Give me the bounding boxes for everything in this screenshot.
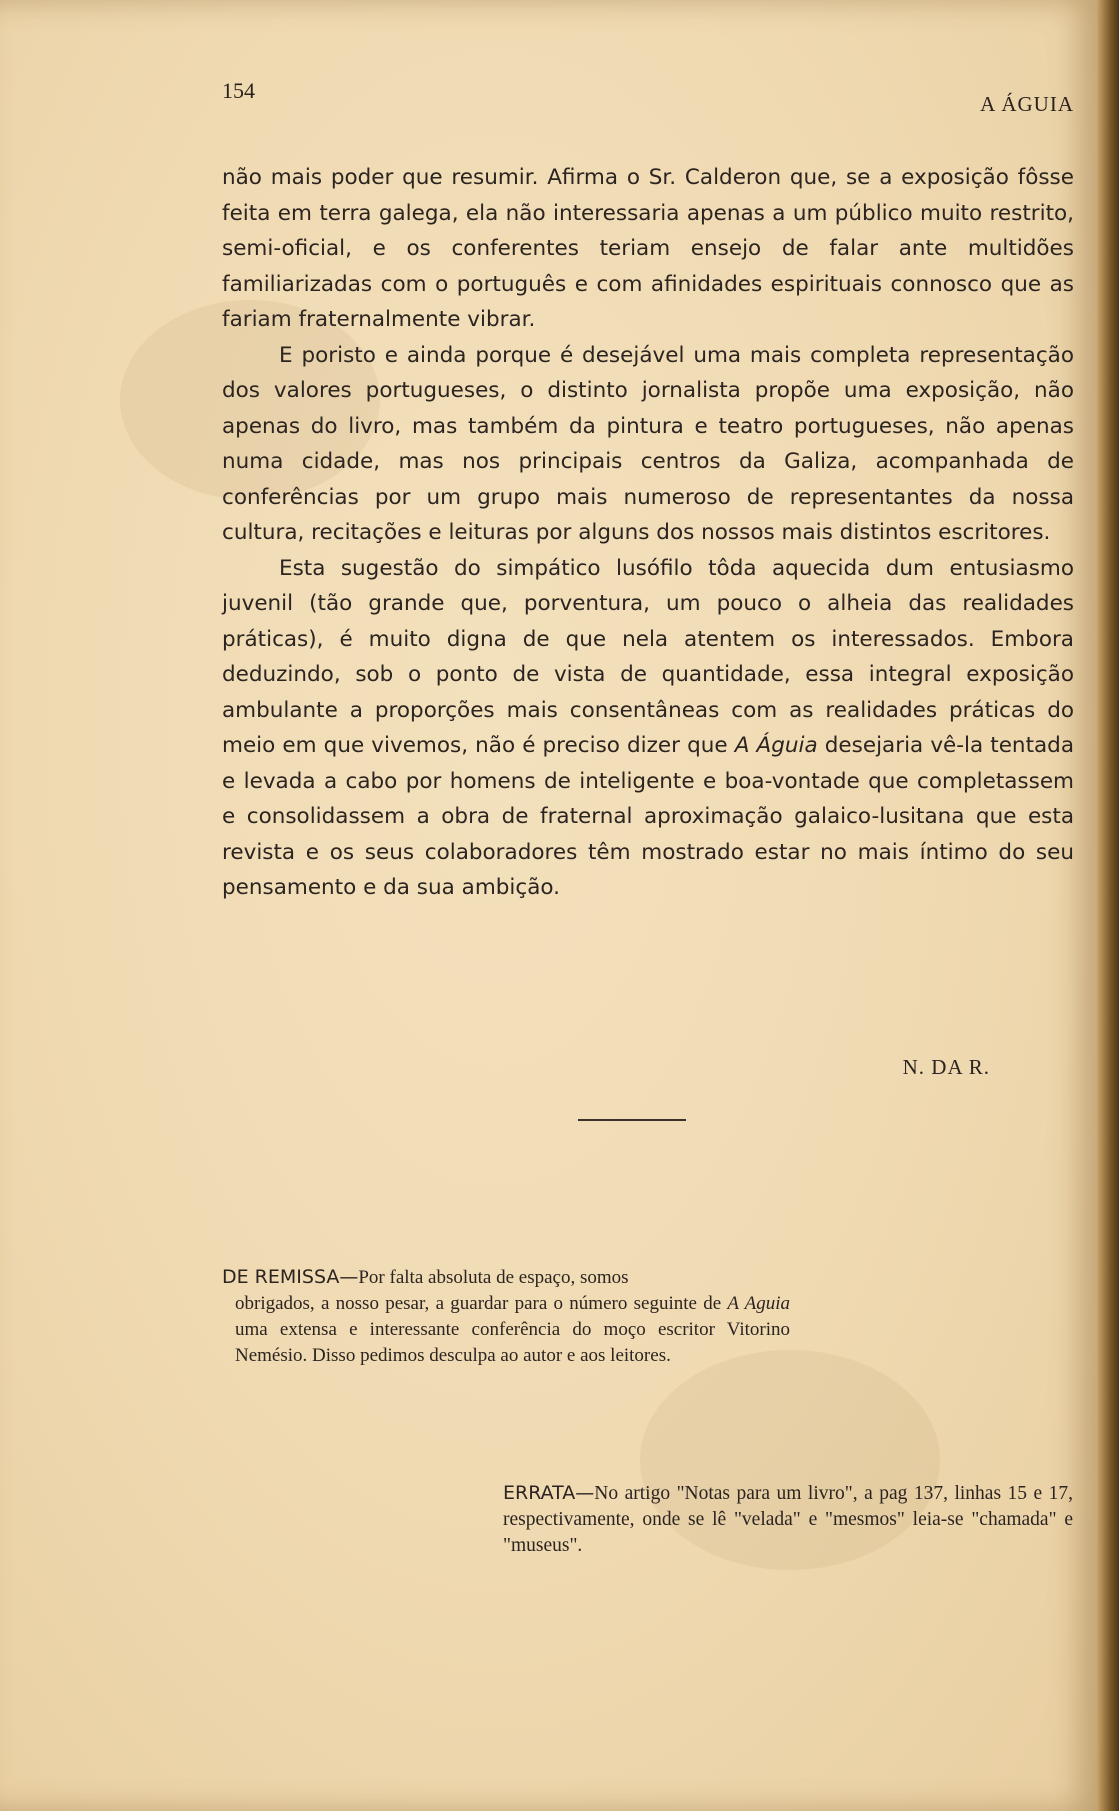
remissa-line1: Por falta absoluta de espaço, somos bbox=[358, 1267, 629, 1288]
paragraph: não mais poder que resumir. Afirma o Sr. Calderon que, se a exposição fôsse feita em terra galega, ela não interessaria apenas a um público muito restrito, semi-oficial, e os conferentes teriam ensejo de falar ante multidões familiarizadas com o português e com afinidades espirituais connosco que as fariam fraternalmente vibrar. bbox=[222, 165, 1074, 332]
errata-note bbox=[503, 1480, 1073, 1559]
remissa-heading: DE REMISSA— bbox=[222, 1266, 359, 1288]
section-divider bbox=[578, 1119, 686, 1121]
page-header bbox=[222, 78, 1074, 118]
journal-title: A Aguia bbox=[727, 1293, 790, 1314]
remissa-text: obrigados, a nosso pesar, a guardar para o número seguinte de bbox=[235, 1293, 722, 1314]
remissa-note bbox=[222, 1264, 790, 1369]
running-title: A ÁGUIA bbox=[980, 92, 1074, 116]
journal-title: A Águia bbox=[734, 733, 818, 758]
remissa-body bbox=[222, 1291, 790, 1369]
paragraph: E poristo e ainda porque é desejável uma mais completa representação dos valores portugueses, o distinto jornalista propõe uma exposição, não apenas do livro, mas também da pintura e teatro portugueses, não apenas numa cidade, mas nos principais centros da Galiza, acompanhada de conferências por um grupo mais numeroso de representantes da nossa cultura, recitações e leituras por alguns dos nossos mais distintos escritores. bbox=[222, 342, 1074, 545]
errata-text: No artigo "Notas para um livro", a pag 137, linhas 15 e 17, respectivamente, onde se lê "velada" e "mesmos" leia-se "chamada" e "museus". bbox=[503, 1483, 1073, 1556]
paragraph-text: Esta sugestão do simpático lusófilo tôda aquecida dum entusiasmo juvenil (tão grande que, porventura, um pouco o alheia das realidades práticas), é muito digna de que nela atentem os interessados. Embora deduzindo, sob o ponto de vista de quantidade, essa integral exposição ambulante a proporções mais consentâneas com as realidades práticas do meio em que vivemos, não é preciso dizer que bbox=[222, 555, 1074, 758]
remissa-text: uma extensa e interessante conferência do moço escritor Vitorino Nemésio. Disso pedimos desculpa ao autor e aos leitores. bbox=[235, 1319, 790, 1366]
errata-heading: ERRATA— bbox=[503, 1482, 595, 1504]
remissa-first-line bbox=[222, 1264, 790, 1291]
paragraph-text: desejaria vê-la tentada e levada a cabo por homens de inteligente e boa-vontade que completassem e consolidassem a obra de fraternal aproximação galaico-lusitana que esta revista e os seus colaboradores têm mostrado estar no mais íntimo do seu pensamento e da sua ambição. bbox=[222, 733, 1074, 900]
signature: N. DA R. bbox=[902, 1055, 990, 1079]
page-edge bbox=[1097, 0, 1119, 1811]
page-number: 154 bbox=[222, 78, 255, 103]
paragraph bbox=[222, 551, 1074, 906]
article-body bbox=[222, 160, 1074, 906]
